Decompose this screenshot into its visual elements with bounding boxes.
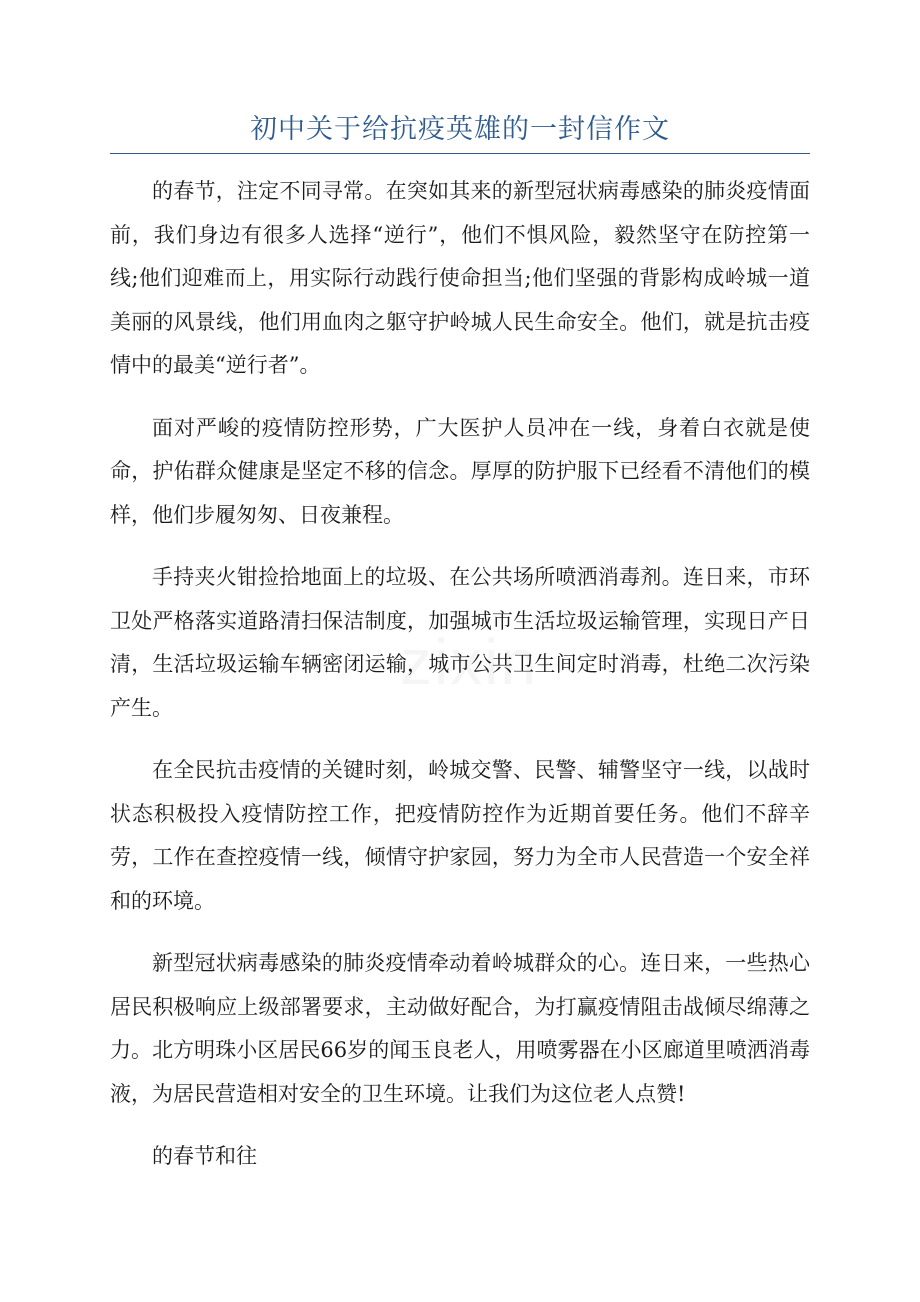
title-underline [110,153,810,154]
document-body [110,170,810,1198]
document-title: 初中关于给抗疫英雄的一封信作文 [250,114,670,145]
paragraph: 的春节和往 [152,1144,257,1168]
paragraph: 在全民抗击疫情的关键时刻，岭城交警、民警、辅警坚守一线，以战时状态积极投入疫情防控工作，把疫情防控作为近期首要任务。他们不辞辛劳，工作在查控疫情一线，倾情守护家园，努力为全市人民营造一个安全祥和的环境。 [110,758,810,913]
paragraph: 手持夹火钳捡拾地面上的垃圾、在公共场所喷洒消毒剂。连日来，市环卫处严格落实道路清扫保洁制度，加强城市生活垃圾运输管理，实现日产日清，生活垃圾运输车辆密闭运输，城市公共卫生间定时消毒，杜绝二次污染产生。 [110,565,810,720]
paragraph: 的春节，注定不同寻常。在突如其来的新型冠状病毒感染的肺炎疫情面前，我们身边有很多人选择“逆行”，他们不惧风险，毅然坚守在防控第一线;他们迎难而上，用实际行动践行使命担当;他们坚强的背影构成岭城一道美丽的风景线，他们用血肉之躯守护岭城人民生命安全。他们，就是抗击疫情中的最美“逆行者”。 [110,179,810,377]
paragraph: 面对严峻的疫情防控形势，广大医护人员冲在一线，身着白衣就是使命，护佑群众健康是坚定不移的信念。厚厚的防护服下已经看不清他们的模样，他们步履匆匆、日夜兼程。 [110,415,810,527]
paragraph: 新型冠状病毒感染的肺炎疫情牵动着岭城群众的心。连日来，一些热心居民积极响应上级部署要求，主动做好配合，为打赢疫情阻击战倾尽绵薄之力。北方明珠小区居民66岁的闻玉良老人，用喷雾器在小区廊道里喷洒消毒液，为居民营造相对安全的卫生环境。让我们为这位老人点赞! [110,951,810,1106]
